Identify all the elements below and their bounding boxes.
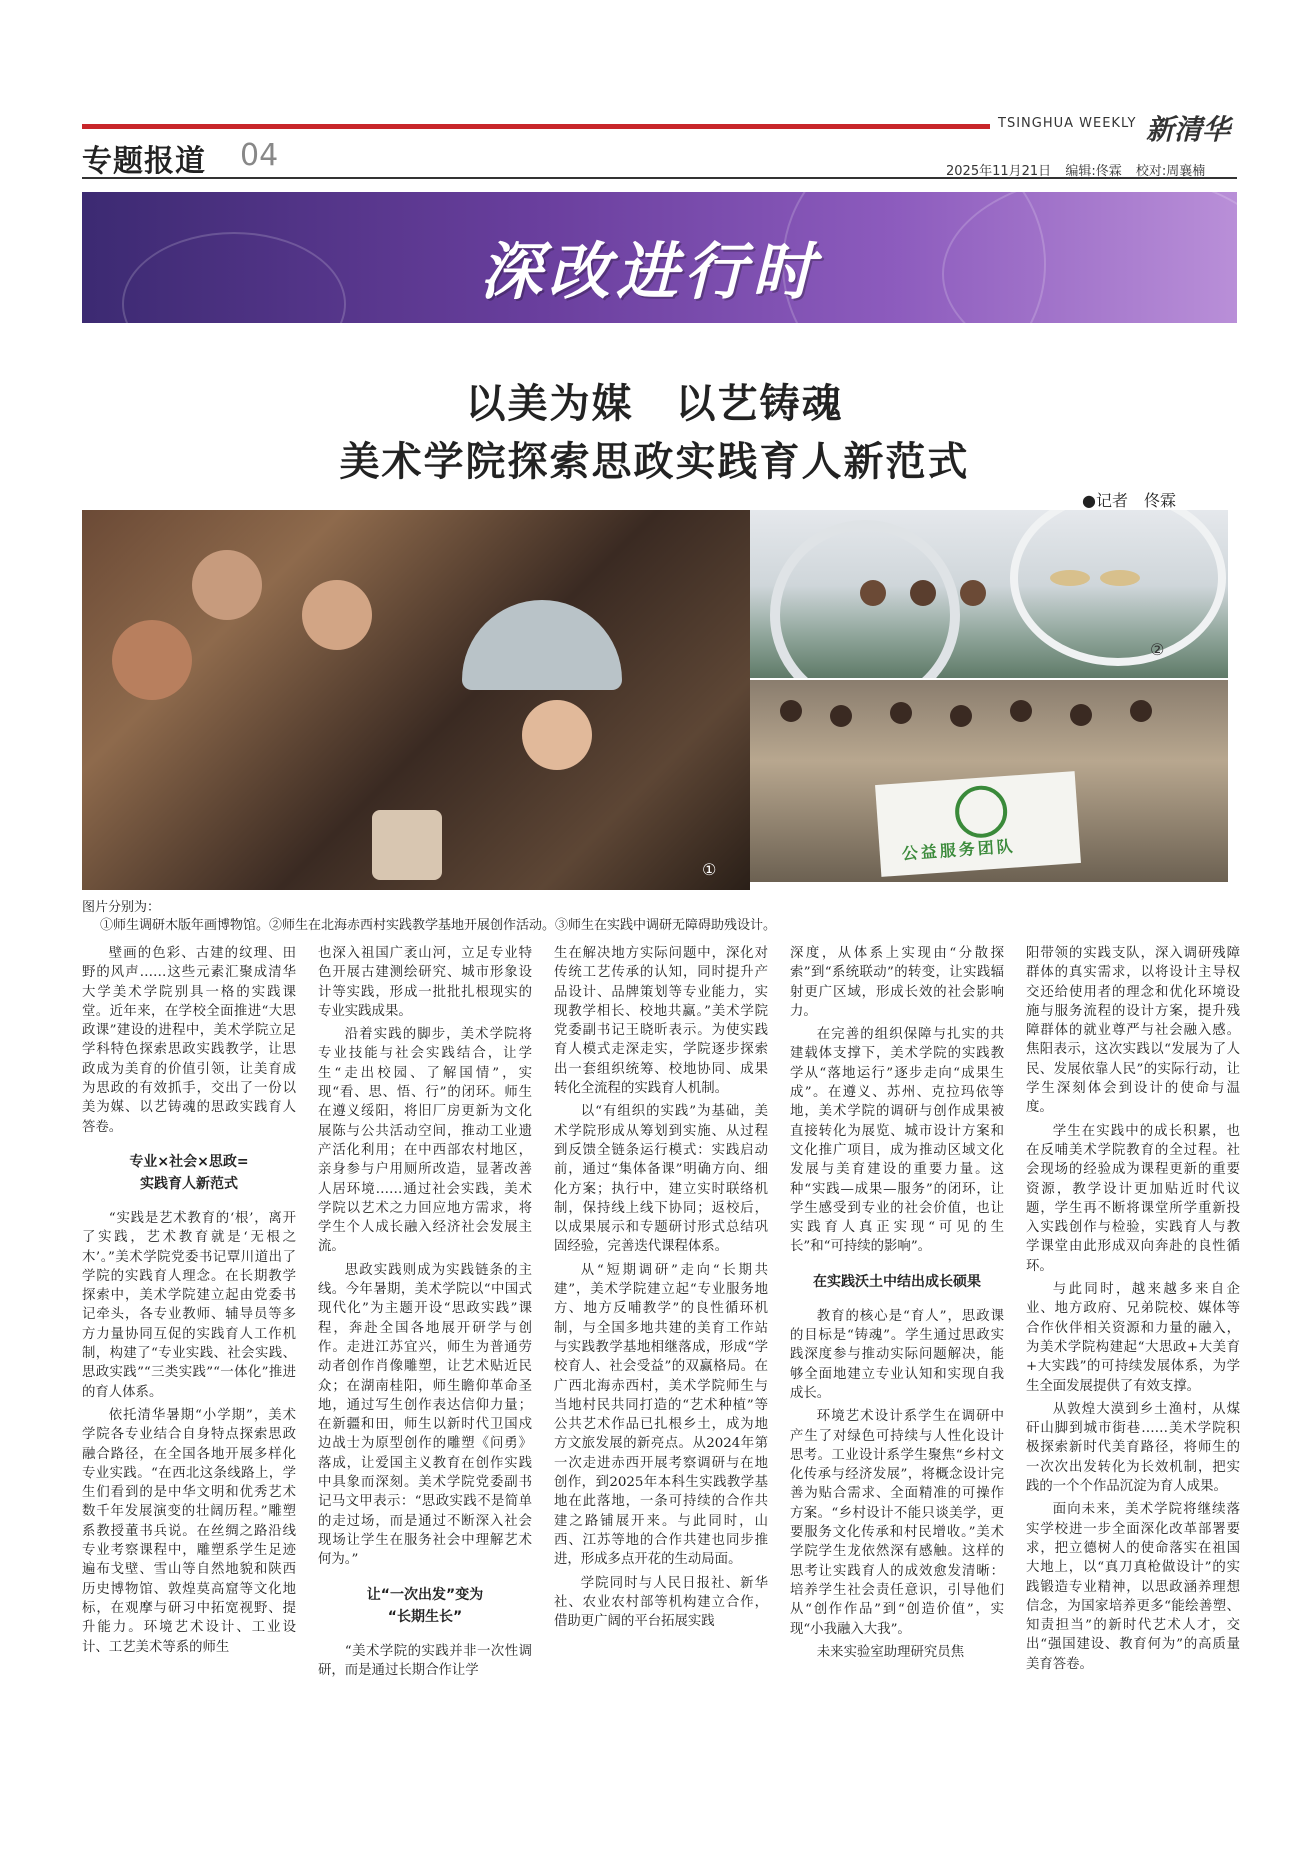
paragraph: “实践是艺术教育的‘根’，离开了实践，艺术教育就是‘无根之木’。”美术学院党委书记覃川道出了学院的实践育人理念。在长期教学探索中，美术学院建立起由党委书记牵头，各专业教师、辅导员等多方力量协同互促的实践育人工作机制，构建了“专业实践、社会实践、思政实践”“三类实践”“一体化”推进的育人体系。: [82, 1210, 296, 1400]
publication-name-en: TSINGHUA WEEKLY: [998, 116, 1137, 131]
photo-service-team: [750, 680, 1228, 882]
paragraph: 学院同时与人民日报社、新华社、农业农村部等机构建立合作，借助更广阔的平台拓展实践: [554, 1575, 768, 1630]
paragraph: 依托清华暑期“小学期”，美术学院各专业结合自身特点探索思政融合路径，在全国各地开展多样化专业实践。“在西北这条线路上，学生们看到的是中华文明和优秀艺术数千年发展演变的壮阔历程。”雕塑系教授董书兵说。在丝绸之路沿线专业考察课程中，雕塑系学生足迹遍布戈壁、雪山等自然地貌和陕西历史博物馆、敦煌莫高窟等文化地标，在观摩与研习中拓宽视野、提升能力。环境艺术设计、工业设计、工艺美术等系的师生: [82, 1407, 296, 1655]
header-red-rule: [82, 124, 990, 129]
photo-museum-visit: [82, 510, 750, 890]
page-number: 04: [240, 138, 279, 173]
paragraph: 阳带领的实践支队，深入调研残障群体的真实需求，以将设计主导权交还给使用者的理念和优化环境设施与服务流程的设计方案，提升残障群体的就业尊严与社会融入感。焦阳表示，这次实践以“发展为了人民、发展依靠人民”的实际行动，让学生深刻体会到设计的使命与温度。: [1026, 946, 1240, 1116]
paragraph: 深度，从体系上实现由“分散探索”到“系统联动”的转变，让实践辐射更广区域，形成长效的社会影响力。: [790, 946, 1004, 1019]
issue-meta: [946, 160, 1215, 179]
body-column-1: [82, 944, 296, 1661]
headline-line-1: 以美为媒 以艺铸魂: [465, 380, 844, 427]
subheading: 在实践沃土中结出成长硕果: [813, 1273, 981, 1290]
team-flag: [875, 771, 1081, 877]
section-title: 专题报道: [82, 144, 206, 179]
body-column-2: [318, 944, 532, 1684]
photo-caption: ①师生调研木版年画博物馆。②师生在北海赤西村实践教学基地开展创作活动。③师生在实践中调研无障碍助残设计。: [100, 918, 777, 933]
paragraph: 教育的核心是“育人”，思政课的目标是“铸魂”。学生通过思政实践深度参与推动实际问题解决，能够全面地建立专业认知和实现自我成长。: [790, 1308, 1004, 1401]
paragraph: 思政实践则成为实践链条的主线。今年暑期，美术学院以“中国式现代化”为主题开设“思政实践”课程，奔赴全国各地展开研学与创作。走进江苏宜兴，师生为普通劳动者创作肖像雕塑，让艺术贴近民众；在湖南桂阳，师生瞻仰革命圣地，通过写生创作表达信仰力量；在新疆和田，师生以新时代卫国戍边战士为原型创作的雕塑《问勇》落成，让爱国主义教育在创作实践中具象而深刻。美术学院党委副书记马文甲表示：“思政实践不是简单的走过场，而是通过不断深入社会现场让学生在服务社会中理解艺术何为。”: [318, 1262, 532, 1568]
paragraph: 在完善的组织保障与扎实的共建载体支撑下，美术学院的实践教学从“落地运行”逐步走向“成果生成”。在遵义、苏州、克拉玛依等地，美术学院的调研与创作成果被直接转化为展览、城市设计方案和文化推广项目，成为推动区域文化发展与美育建设的重要力量。这种“实践—成果—服务”的闭环，让学生感受到专业的社会价值，也让实践育人真正实现“可见的生长”和“可持续的影响”。: [790, 1027, 1004, 1255]
paragraph: 环境艺术设计系学生在调研中产生了对绿色可持续与人性化设计思考。工业设计系学生聚焦“乡村文化传承与经济发展”，将概念设计完善为贴合需求、全面精准的可操作方案。“乡村设计不能只谈美学，更要服务文化传承和村民增收。”美术学院学生龙依然深有感触。这样的思考让实践育人的成效愈发清晰：培养学生社会责任意识，引导他们从“创作作品”到“创造价值”，实现“小我融入大我”。: [790, 1409, 1004, 1637]
paragraph: 壁画的色彩、古建的纹理、田野的风声……这些元素汇聚成清华大学美术学院别具一格的实践课堂。近年来，在学校全面推进“大思政课”建设的进程中，美术学院立足学科特色探索思政实践教学，让思政成为美育的价值引领，让美育成为思政的有效抓手，交出了一份以美为媒、以艺铸魂的思政实践育人答卷。: [82, 946, 296, 1135]
paragraph: 未来实验室助理研究员焦: [816, 1644, 965, 1660]
paragraph: 以“有组织的实践”为基础，美术学院形成从筹划到实施、从过程到反馈全链条运行模式：实践启动前，通过“集体备课”明确方向、细化方案；执行中，建立实时联络机制，保持线上线下协同；返校后，以成果展示和专题研讨形式总结巩固经验，完善迭代课程体系。: [554, 1104, 768, 1255]
body-column-4: [790, 944, 1004, 1666]
team-flag-text: 公益服务团队: [901, 836, 1017, 864]
paragraph: 与此同时，越来越多来自企业、地方政府、兄弟院校、媒体等合作伙伴相关资源和力量的融入，为美术学院构建起“大思政+大美育+大实践”的可持续发展体系，为学生全面发展提供了有效支撑。: [1026, 1282, 1240, 1394]
publication-logo: 新清华: [1146, 113, 1231, 146]
subheading: 专业×社会×思政= 实践育人新范式: [129, 1153, 249, 1192]
paragraph: 从敦煌大漠到乡土渔村，从煤矸山脚到城市街巷……美术学院积极探索新时代美育路径，将师生的一次次出发转化为长效机制，把实践的一个个作品沉淀为育人成果。: [1026, 1401, 1240, 1495]
subheading: 让“一次出发”变为 “长期生长”: [366, 1586, 484, 1625]
issue-date: 2025年11月21日: [946, 164, 1052, 179]
photo-group-outdoor: [750, 510, 1228, 678]
paragraph: 学生在实践中的成长积累，也在反哺美术学院教育的全过程。社会现场的经验成为课程更新的重要资源，教学设计更加贴近时代议题，学生再不断将课堂所学重新投入实践创作与检验，实践育人与教学课堂由此形成双向奔赴的良性循环。: [1026, 1123, 1240, 1274]
paragraph: 从“短期调研”走向“长期共建”，美术学院建立起“专业服务地方、地方反哺教学”的良性循环机制，与全国多地共建的美育工作站与实践教学基地相继落成，形成“学校育人、社会受益”的双赢格局。在广西北海赤西村，美术学院师生与当地村民共同打造的“艺术种植”等公共艺术作品已扎根乡土，成为地方文旅发展的新亮点。从2024年第一次走进赤西开展考察调研与在地创作，到2025年本科生实践教学基地在此落地，一条可持续的合作共建之路铺展开来。与此同时，山西、江苏等地的合作共建也同步推进，形成多点开花的生动局面。: [554, 1262, 768, 1568]
body-column-3: [554, 944, 768, 1635]
byline: ●记者 佟霖: [1082, 491, 1176, 510]
banner-title: 深改进行时: [480, 235, 821, 308]
paragraph: 沿着实践的脚步，美术学院将专业技能与社会实践结合，让学生“走出校园、了解国情”，实现“看、思、悟、行”的闭环。师生在遵义绥阳，将旧厂房更新为文化展陈与公共活动空间，推动工业遗产活化利用；在中西部农村地区，亲身参与户用厕所改造，显著改善人居环境……通过社会实践，美术学院以艺术之力回应地方需求，将学生个人成长融入经济社会发展主流。: [318, 1027, 532, 1255]
headline-line-2: 美术学院探索思政实践育人新范式: [339, 438, 970, 485]
body-column-5: [1026, 944, 1240, 1678]
paragraph: “美术学院的实践并非一次性调研，而是通过长期合作让学: [318, 1643, 532, 1678]
paragraph: 也深入祖国广袤山河，立足专业特色开展古建测绘研究、城市形象设计等实践，形成一批批扎根现实的专业实践成果。: [318, 946, 532, 1019]
proofreader-credit: 校对:周襄楠: [1135, 164, 1206, 179]
paragraph: 面向未来，美术学院将继续落实学校进一步全面深化改革部署要求，把立德树人的使命落实在祖国大地上，以“真刀真枪做设计”的实践锻造专业精神，以思政涵养理想信念，为国家培养更多“能绘善塑、知责担当”的新时代艺术人才，交出“强国建设、教育何为”的高质量美育答卷。: [1026, 1502, 1240, 1672]
editor-credit: 编辑:佟霖: [1065, 164, 1122, 179]
photo-1-label: ①: [702, 860, 717, 879]
paragraph: 生在解决地方实际问题中，深化对传统工艺传承的认知，同时提升产品设计、品牌策划等专业能力，实现教学相长、校地共赢。”美术学院党委副书记王晓昕表示。为使实践育人模式走深走实，学院逐步探索出一套组织统筹、校地协同、成果转化全流程的实践育人机制。: [554, 946, 768, 1097]
photo-2-label: ②: [1150, 640, 1165, 659]
photo-caption-lead: 图片分别为：: [82, 900, 161, 915]
